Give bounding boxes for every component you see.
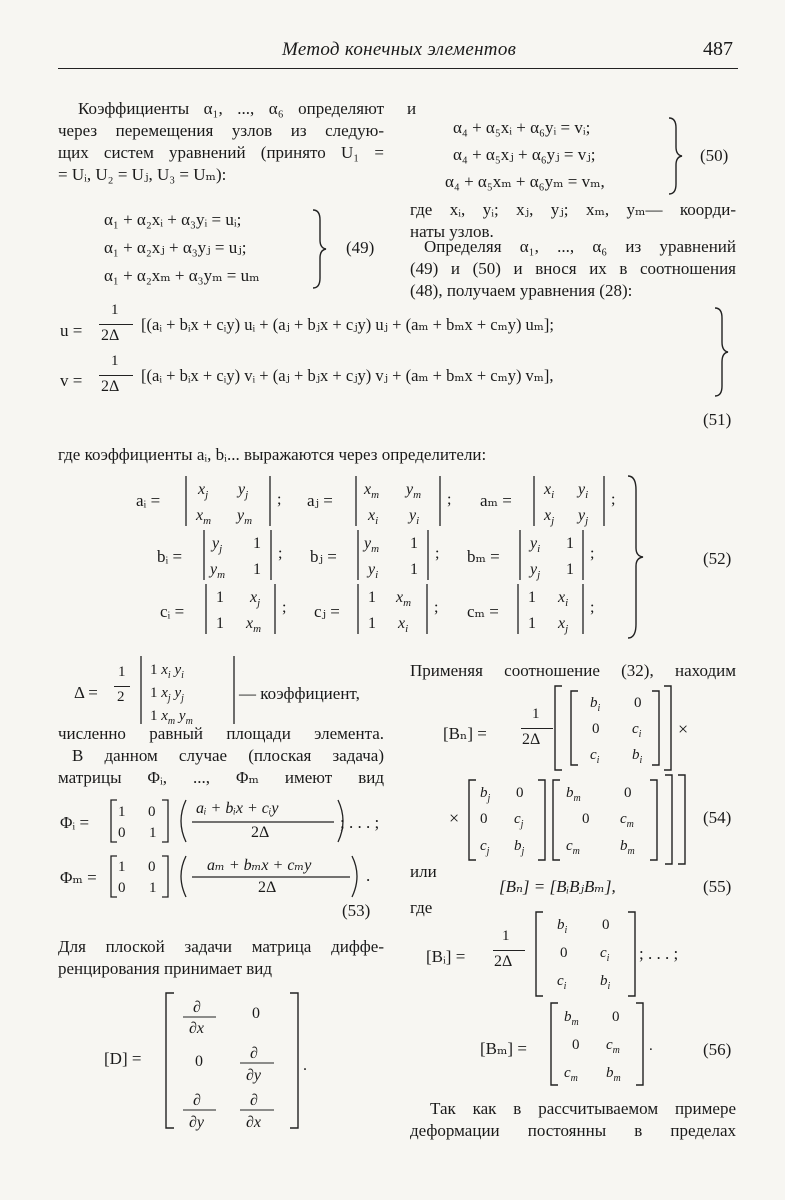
D-matrix-lhs: [D] =: [104, 1049, 142, 1068]
svg-text:0: 0: [582, 811, 590, 827]
eq51-u-lhs: u =: [60, 321, 83, 340]
svg-text:bm: $b_m$: [566, 785, 581, 804]
svg-text:;: ;: [611, 491, 616, 508]
svg-text:;: ;: [435, 545, 440, 562]
eq56-frac-den: 2Δ: [494, 953, 513, 970]
eq52-cm-lhs: cₘ =: [467, 602, 499, 621]
svg-text:ym: $y_m$: [210, 561, 226, 581]
svg-text:ci: $c_i$: [557, 973, 567, 992]
eq51-u-frac-den: 2Δ: [101, 327, 120, 344]
paragraph-determining-line3: (48), получаем уравнения (28):: [410, 281, 633, 300]
svg-text:cj: $c_j$: [514, 811, 524, 830]
eq53-phi-m-tail: .: [366, 866, 371, 885]
eq53-phi-i-num: aᵢ + bᵢx + cᵢy: [196, 800, 279, 817]
svg-text:bi: $b_i$: [632, 747, 643, 766]
svg-text:bj: $b_j$: [514, 838, 525, 857]
eq53-number: (53): [342, 901, 371, 920]
eq50-line3: α₄ + α₅xₘ + α₆yₘ = vₘ,: [445, 172, 605, 191]
svg-text:∂x: ∂x: [189, 1020, 205, 1037]
svg-text:xm: $x_m$: [396, 589, 412, 609]
paragraph-area-line2: В данном случае (плоская задача): [72, 746, 384, 765]
svg-text:1: 1: [368, 589, 376, 606]
svg-text:0: 0: [480, 811, 488, 827]
paragraph-coefficients-line3: щих систем уравнений (принято U₁ =: [58, 143, 384, 162]
svg-text:1: 1: [149, 825, 157, 841]
eq51-u-frac-num: 1: [111, 302, 119, 318]
svg-text:bm: $b_m$: [606, 1065, 621, 1084]
delta-frac-den: 2: [117, 689, 125, 705]
svg-text:0: 0: [624, 785, 632, 801]
eq52-bj-lhs: bⱼ =: [310, 547, 337, 566]
delta-suffix: — коэффициент,: [239, 684, 360, 703]
eq49-line3: α₁ + α₂xₘ + α₃yₘ = uₘ: [104, 266, 260, 285]
svg-text:bi: $b_i$: [600, 973, 611, 992]
eq52-cj-lhs: cⱼ =: [314, 602, 340, 621]
svg-text:xm: $x_m$: [246, 615, 262, 635]
eq54-lhs: [Bₙ] =: [443, 724, 487, 743]
eq53-phi-m-lhs: Φₘ =: [60, 868, 97, 887]
eq50-line2: α₄ + α₅xⱼ + α₆yⱼ = vⱼ;: [453, 145, 596, 164]
word-or: или: [410, 862, 437, 881]
eq54-times-right: ×: [678, 719, 689, 739]
svg-text:1: 1: [216, 615, 224, 632]
eq52-aj-lhs: aⱼ =: [307, 491, 333, 510]
svg-text:0: 0: [148, 804, 156, 820]
paragraph-coefficients-line2: через перемещения узлов из следую-: [58, 121, 384, 140]
paragraph-area-line3: матрицы Φᵢ, ..., Φₘ имеют вид: [58, 768, 384, 787]
svg-text:ci: $c_i$: [590, 747, 600, 766]
eq52-ai-lhs: aᵢ =: [136, 491, 161, 510]
svg-text:1: 1: [118, 859, 126, 875]
eq51-v-rhs: [(aᵢ + bᵢx + cᵢy) vᵢ + (aⱼ + bⱼx + cⱼy) vⱼ + (aₘ + bₘx + cₘy) vₘ],: [141, 366, 554, 385]
svg-text:cm: $c_m$: [566, 838, 580, 857]
eq54-frac-den: 2Δ: [522, 731, 541, 748]
paragraph-diff-line2: ренцирования принимает вид: [58, 959, 273, 978]
eq49-number: (49): [346, 238, 375, 257]
svg-text:yj: $y_j$: [238, 481, 249, 501]
eq53-phi-i-lhs: Φᵢ =: [60, 813, 90, 832]
svg-text:cm: $c_m$: [606, 1037, 620, 1056]
eq55-number: (55): [703, 877, 732, 896]
svg-text:yi: $y_i$: [409, 507, 420, 527]
svg-text:xj: $x_j$: [198, 481, 209, 501]
svg-text:1: 1: [566, 561, 574, 578]
svg-text:0: 0: [195, 1053, 203, 1070]
eq52-am-lhs: aₘ =: [480, 491, 512, 510]
svg-text:xi: $x_i$: [368, 507, 379, 527]
svg-text:yi: $y_i$: [368, 561, 379, 581]
svg-text:cm: $c_m$: [620, 811, 634, 830]
svg-text:0: 0: [592, 721, 600, 737]
svg-text:∂: ∂: [250, 1092, 258, 1109]
svg-text:bm: $b_m$: [564, 1009, 579, 1028]
svg-text:0: 0: [560, 945, 568, 961]
svg-text:;: ;: [277, 491, 282, 508]
paragraph-deformation-line2: деформации постоянны в пределах: [410, 1121, 736, 1140]
svg-text:0: 0: [602, 917, 610, 933]
svg-text:xi: $x_i$: [544, 481, 555, 501]
svg-text:bj: $b_j$: [480, 785, 491, 804]
eq53-phi-m-den: 2Δ: [258, 879, 277, 896]
eq50-number: (50): [700, 146, 729, 165]
eq49-line1: α₁ + α₂xᵢ + α₃yᵢ = uᵢ;: [104, 210, 242, 229]
svg-text:0: 0: [148, 859, 156, 875]
svg-text:1: 1: [216, 589, 224, 606]
svg-text:bm: $b_m$: [620, 838, 635, 857]
svg-text:1: 1: [566, 535, 574, 552]
svg-text:1: 1: [410, 561, 418, 578]
eq51-number: (51): [703, 410, 732, 429]
eq53-phi-i-den: 2Δ: [251, 824, 270, 841]
eq51-v-lhs: v =: [60, 371, 83, 390]
delta-frac-num: 1: [118, 664, 126, 680]
delta-lhs: Δ =: [74, 683, 98, 702]
svg-text:yj: $y_j$: [578, 507, 589, 527]
svg-text:1: 1: [368, 615, 376, 632]
svg-text:∂: ∂: [193, 999, 201, 1016]
svg-text:xm: $x_m$: [364, 481, 380, 501]
svg-text:;: ;: [278, 545, 283, 562]
paragraph-apply: Применяя соотношение (32), находим: [410, 661, 736, 680]
svg-text:ym: $y_m$: [237, 507, 253, 527]
eq51-v-frac-num: 1: [111, 353, 119, 369]
paragraph-area-line1: численно равный площади элемента.: [58, 724, 384, 743]
svg-text:∂x: ∂x: [246, 1114, 262, 1131]
svg-text:;: ;: [590, 545, 595, 562]
paragraph-coefficients-line1: Коэффициенты α₁, ..., α₆ определяют: [78, 99, 384, 118]
determinants-intro: где коэффициенты aᵢ, bᵢ... выражаются через определители:: [58, 445, 487, 464]
svg-text:xi: $x_i$: [558, 589, 569, 609]
svg-text:0: 0: [252, 1005, 260, 1022]
svg-text:;: ;: [447, 491, 452, 508]
svg-text:;: ;: [282, 599, 287, 616]
svg-text:0: 0: [572, 1037, 580, 1053]
svg-text:bi: $b_i$: [590, 695, 601, 714]
svg-text:1: 1: [528, 615, 536, 632]
svg-text:1 xm ym: 1 $x_m$ $y_m$: [150, 708, 193, 727]
svg-text:1: 1: [118, 804, 126, 820]
svg-text:1 xi yi: 1 $x_i$ $y_i$: [150, 662, 184, 681]
eq52-number: (52): [703, 549, 732, 568]
svg-text:;: ;: [434, 599, 439, 616]
svg-text:xm: $x_m$: [196, 507, 212, 527]
svg-text:∂: ∂: [193, 1092, 201, 1109]
svg-text:.: .: [649, 1038, 653, 1054]
paragraph-coords-line1: где xᵢ, yᵢ; xⱼ, yⱼ; xₘ, yₘ— коорди-: [410, 200, 736, 219]
paragraph-diff-line1: Для плоской задачи матрица диффе-: [58, 937, 384, 956]
paragraph-coords-line2: наты узлов.: [410, 222, 494, 241]
eq52-bm-lhs: bₘ =: [467, 547, 500, 566]
eq54-number: (54): [703, 808, 732, 827]
svg-text:ci: $c_i$: [600, 945, 610, 964]
svg-text:ym: $y_m$: [364, 535, 380, 555]
paragraph-determining-line1: Определяя α₁, ..., α₆ из уравнений: [424, 237, 736, 256]
eq50-line1: α₄ + α₅xᵢ + α₆yᵢ = vᵢ;: [453, 118, 591, 137]
svg-text:0: 0: [516, 785, 524, 801]
svg-text:ym: $y_m$: [406, 481, 422, 501]
paragraph-determining-line2: (49) и (50) и внося их в соотношения: [410, 259, 736, 278]
svg-text:1: 1: [149, 880, 157, 896]
eq49-line2: α₁ + α₂xⱼ + α₃yⱼ = uⱼ;: [104, 238, 247, 257]
svg-text:bi: $b_i$: [557, 917, 568, 936]
eq56-bi-lhs: [Bᵢ] =: [426, 947, 466, 966]
eq55-body: [Bₙ] = [BᵢBⱼBₘ],: [499, 877, 616, 896]
eq56-number: (56): [703, 1040, 732, 1059]
svg-text:0: 0: [634, 695, 642, 711]
svg-text:1: 1: [410, 535, 418, 552]
svg-text:1 xj yj: 1 $x_j$ $y_j$: [150, 685, 184, 704]
svg-text:.: .: [303, 1057, 307, 1074]
svg-text:xj: $x_j$: [558, 615, 569, 635]
eq56-tail: ; . . . ;: [639, 944, 679, 963]
svg-text:0: 0: [118, 825, 126, 841]
svg-text:xj: $x_j$: [250, 589, 261, 609]
svg-text:1: 1: [528, 589, 536, 606]
svg-text:yj: $y_j$: [530, 561, 541, 581]
svg-text:ci: $c_i$: [632, 721, 642, 740]
eq52-ci-lhs: cᵢ =: [160, 602, 185, 621]
svg-text:∂y: ∂y: [189, 1114, 205, 1131]
svg-text:1: 1: [253, 535, 261, 552]
eq51-u-rhs: [(aᵢ + bᵢx + cᵢy) uᵢ + (aⱼ + bⱼx + cⱼy) uⱼ + (aₘ + bₘx + cₘy) uₘ];: [141, 315, 555, 334]
eq56-frac-num: 1: [502, 928, 510, 944]
word-where: где: [410, 898, 433, 917]
eq54-frac-num: 1: [532, 706, 540, 722]
paragraph-coefficients-line4: = Uᵢ, U₂ = Uⱼ, U₃ = Uₘ):: [58, 165, 227, 184]
eq53-phi-i-tail: ; . . . ;: [340, 813, 380, 832]
svg-text:cj: $c_j$: [480, 838, 490, 857]
svg-text:∂: ∂: [250, 1045, 258, 1062]
running-header-title: Метод конечных элементов: [282, 39, 517, 60]
eq54-times-left: ×: [449, 808, 460, 828]
svg-text:0: 0: [612, 1009, 620, 1025]
svg-text:xi: $x_i$: [398, 615, 409, 635]
svg-text:cm: $c_m$: [564, 1065, 578, 1084]
page-number: 487: [703, 38, 733, 60]
svg-text:;: ;: [590, 599, 595, 616]
eq53-phi-m-num: aₘ + bₘx + cₘy: [207, 857, 312, 874]
paragraph-deformation-line1: Так как в рассчитываемом примере: [430, 1099, 736, 1118]
svg-text:xj: $x_j$: [544, 507, 555, 527]
svg-text:yi: $y_i$: [578, 481, 589, 501]
svg-text:yi: $y_i$: [530, 535, 541, 555]
svg-text:yj: $y_j$: [212, 535, 223, 555]
svg-text:1: 1: [253, 561, 261, 578]
eq56-bm-lhs: [Bₘ] =: [480, 1039, 527, 1058]
eq51-v-frac-den: 2Δ: [101, 378, 120, 395]
svg-text:0: 0: [118, 880, 126, 896]
conjunction-and: и: [407, 99, 417, 118]
eq52-bi-lhs: bᵢ =: [157, 547, 183, 566]
svg-text:∂y: ∂y: [246, 1067, 262, 1084]
